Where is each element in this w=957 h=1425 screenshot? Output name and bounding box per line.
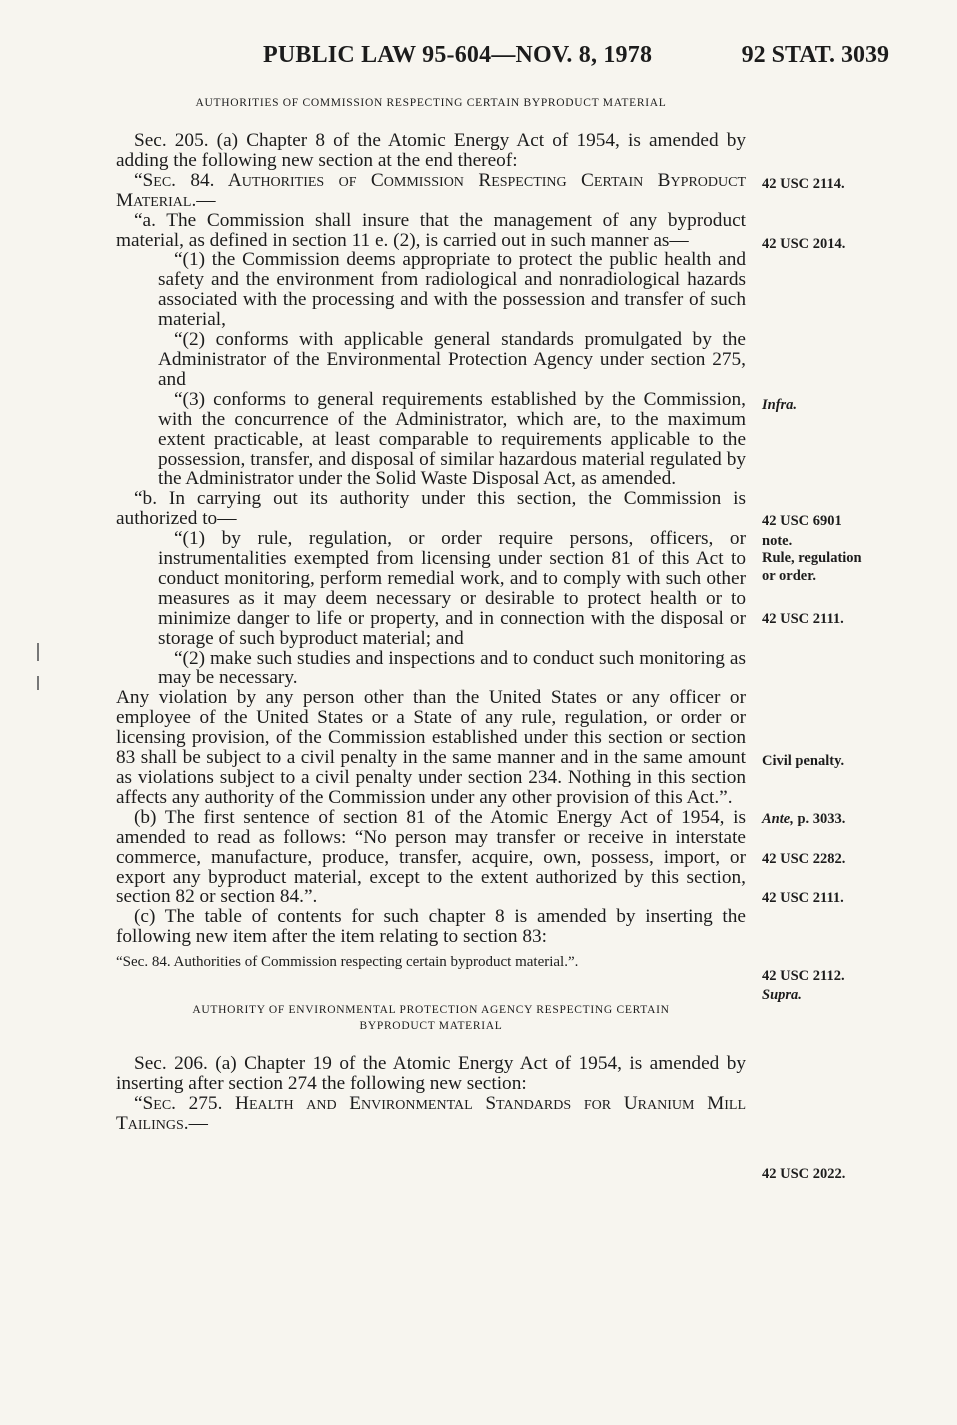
margin-note-usc-6901: 42 USC 6901	[762, 513, 842, 529]
margin-note-civil-penalty: Civil penalty.	[762, 753, 845, 769]
margin-note-usc-2111-b: 42 USC 2111.	[762, 890, 844, 906]
paragraph-a-2: “(2) conforms with applicable general standards promulgated by the Administrator of the Environmental Protection Agency under section 275, and	[158, 329, 746, 390]
scan-mark	[37, 643, 39, 661]
paragraph-sec-205-a: Sec. 205. (a) Chapter 8 of the Atomic Energy Act of 1954, is amended by adding the following new section at the end thereof:	[116, 130, 746, 171]
paragraph-b-2: “(2) make such studies and inspections and to conduct such monitoring as may be necessary.	[158, 647, 746, 689]
paragraph-a-3: “(3) conforms to general requirements established by the Commission, with the concurrence of the Administrator, which are, to the maximum extent practicable, at least comparable to requirements applicable to the possession, transfer, and disposal of similar hazardous material regulated by the Administrator under the Solid Waste Disposal Act, as amended.	[158, 388, 746, 490]
paragraph-a-1: “(1) the Commission deems appropriate to protect the public health and safety and the environment from radiological and nonradiological hazards associated with the processing and with the possession and transfer of such material,	[158, 249, 746, 331]
section-heading-206-line2: BYPRODUCT MATERIAL	[359, 1020, 503, 1033]
section-heading-206-line1: AUTHORITY OF ENVIRONMENTAL PROTECTION AGENCY RESPECTING CERTAIN	[192, 1004, 670, 1017]
table-of-contents-item: “Sec. 84. Authorities of Commission respecting certain byproduct material.”.	[116, 954, 579, 971]
paragraph-b-1: “(1) by rule, regulation, or order require persons, officers, or instrumentalities exempted from licensing under section 81 of this Act to conduct monitoring, perform remedial work, and to comply with such other measures as it may deem necessary or desirable to protect health or to minimize danger to life or property, and in connection with the disposal or storage of such byproduct material; and	[158, 528, 746, 649]
page-header	[0, 42, 957, 74]
margin-note-ante	[762, 811, 845, 828]
stat-citation: 92 STAT. 3039	[741, 42, 889, 68]
paragraph-sec-84-title: “Sec. 84. Authorities of Commission Respecting Certain Byproduct Material.—	[116, 169, 746, 211]
margin-note-usc-2014: 42 USC 2014.	[762, 236, 846, 252]
margin-note-infra: Infra.	[762, 397, 798, 413]
section-heading-205: AUTHORITIES OF COMMISSION RESPECTING CERTAIN BYPRODUCT MATERIAL	[195, 97, 667, 109]
margin-note-usc-2111: 42 USC 2111.	[762, 611, 844, 627]
law-title: PUBLIC LAW 95-604—NOV. 8, 1978	[263, 42, 653, 68]
margin-note-usc-2112: 42 USC 2112.	[762, 968, 845, 984]
margin-note-or-order: or order.	[762, 568, 816, 584]
margin-note-supra: Supra.	[762, 987, 802, 1003]
scan-mark	[37, 676, 39, 690]
paragraph-sec-205-c: (c) The table of contents for such chapter 8 is amended by inserting the following new item after the item relating to section 83:	[116, 906, 746, 948]
body-text	[116, 95, 746, 1134]
paragraph-sec-206-a: Sec. 206. (a) Chapter 19 of the Atomic Energy Act of 1954, is amended by inserting after section 274 the following new section:	[116, 1053, 746, 1095]
margin-note-ante-page: p. 3033.	[793, 811, 846, 827]
margin-note-usc-2282: 42 USC 2282.	[762, 851, 846, 867]
paragraph-sec-205-b: (b) The first sentence of section 81 of the Atomic Energy Act of 1954, is amended to read as follows: “No person may transfer or receive in interstate commerce, manufacture, produce, transfer, acquire, own, possess, import, or export any byproduct material, except to the extent authorized by this section, section 82 or section 84.”.	[116, 806, 746, 908]
margin-note-usc-2114: 42 USC 2114.	[762, 176, 845, 192]
margin-note-usc-6901-note: note.	[762, 533, 793, 549]
paragraph-sec-275-title: “Sec. 275. Health and Environmental Standards for Uranium Mill Tailings.—	[116, 1092, 746, 1134]
paragraph-civil-penalty: Any violation by any person other than the United States or any officer or employee of the United States or a State of any rule, regulation, or order or licensing provision, of the Commission established under this section or section 83 shall be subject to a civil penalty in the same manner and in the same amount as violations subject to a civil penalty under section 234. Nothing in this section affects any authority of the Commission under any other provision of this Act.”.	[116, 687, 746, 808]
margin-note-usc-2022: 42 USC 2022.	[762, 1166, 846, 1182]
paragraph-subsection-b: “b. In carrying out its authority under this section, the Commission is authorized to—	[116, 488, 746, 530]
paragraph-subsection-a: “a. The Commission shall insure that the management of any byproduct material, as defined in section 11 e. (2), is carried out in such manner as—	[116, 209, 746, 251]
margin-note-rule-regulation: Rule, regulation	[762, 550, 862, 566]
margin-note-ante-italic: Ante,	[762, 811, 794, 827]
